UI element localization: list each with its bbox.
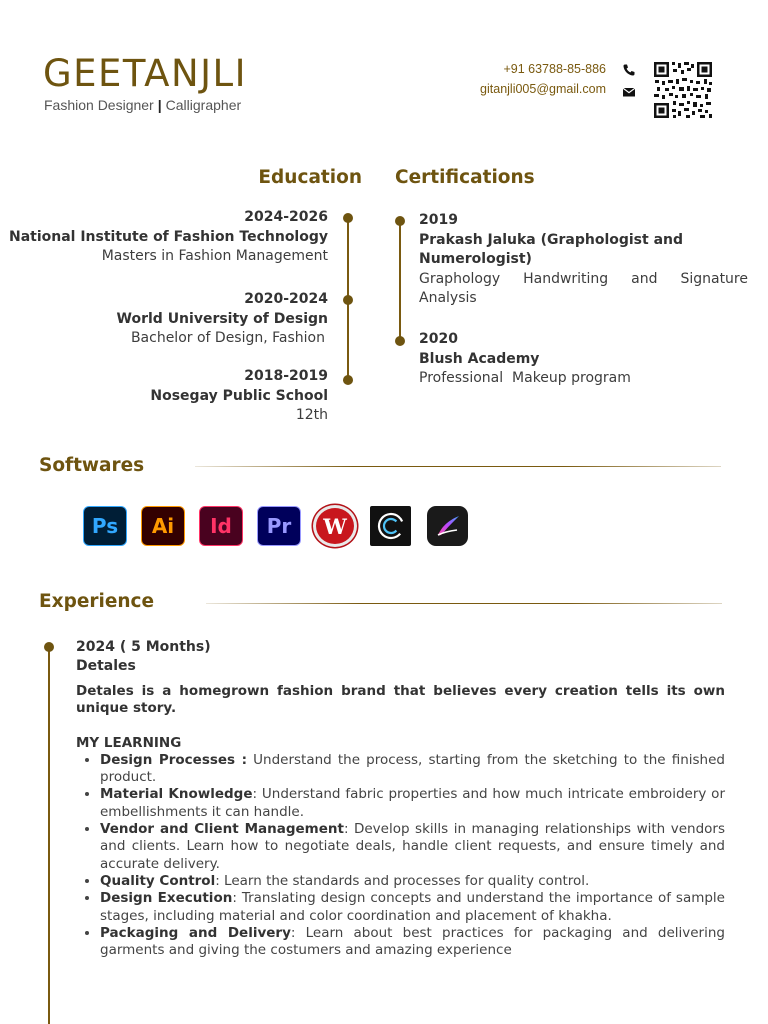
timeline-dot (395, 216, 405, 226)
envelope-icon (622, 85, 636, 99)
procreate-logo (433, 511, 463, 541)
candidate-name: GEETANJLI (43, 52, 248, 95)
learning-text: : Learn the standards and processes for quality control. (215, 872, 590, 889)
learning-text: : Develop skills in managing relationships with vendors and clients. Learn how to negotiate deals, handle client requests, and ensure timely and accurate delivery. (100, 821, 725, 872)
softwares-heading: Softwares (39, 455, 145, 476)
certification-year: 2020 (419, 331, 458, 347)
education-item (9, 208, 328, 267)
education-years: 2018-2019 (244, 368, 328, 384)
email-address[interactable]: gitanjli005@gmail.com (480, 82, 606, 96)
learning-title: Material Knowledge (100, 786, 253, 803)
learning-heading: MY LEARNING (76, 734, 182, 751)
clo3d-icon (370, 506, 411, 546)
learning-list (76, 752, 725, 960)
experience-heading: Experience (39, 591, 155, 612)
learning-text: : Learn about best practices for packaging and delivering garments and giving the costumers and amazing experience (100, 924, 725, 959)
timeline-dot (343, 213, 353, 223)
experience-summary: Detales is a homegrown fashion brand that believes every creation tells its own unique story. (76, 683, 725, 717)
candidate-roles (44, 97, 241, 113)
indesign-icon: Id (199, 506, 243, 546)
education-school: Nosegay Public School (150, 387, 328, 404)
learning-title: Vendor and Client Management (100, 821, 344, 838)
certifications-heading: Certifications (395, 167, 535, 188)
education-degree: Masters in Fashion Management (101, 248, 328, 264)
certifications-timeline (399, 220, 401, 341)
timeline-dot (44, 642, 54, 652)
education-years: 2024-2026 (244, 209, 328, 225)
experience-timeline (48, 646, 50, 1024)
education-heading: Education (258, 167, 362, 188)
learning-item (100, 786, 725, 821)
experience-company: Detales (76, 658, 136, 674)
learning-title: Quality Control (100, 872, 216, 889)
education-item (117, 290, 328, 349)
certification-item (419, 211, 748, 309)
certification-name: Blush Academy (419, 350, 540, 367)
education-school: National Institute of Fashion Technology (8, 228, 328, 245)
education-school: World University of Design (116, 310, 328, 327)
learning-text: Understand the process, starting from the sketching to the finished product. (100, 751, 725, 786)
photoshop-icon: Ps (83, 506, 127, 546)
education-degree: 12th (295, 407, 328, 423)
timeline-dot (343, 295, 353, 305)
certification-desc: Graphology Handwriting and Signature Analysis (419, 270, 748, 306)
clo3d-logo (376, 511, 406, 541)
role-calligrapher: Calligrapher (165, 97, 242, 113)
premiere-icon: Pr (257, 506, 301, 546)
phone-number[interactable]: +91 63788-85-886 (503, 62, 606, 76)
phone-icon (622, 63, 636, 77)
role-separator: | (157, 97, 162, 113)
learning-item (100, 925, 725, 960)
certification-desc: Professional Makeup program (419, 370, 631, 386)
learning-title: Design Processes : (100, 751, 248, 768)
learning-text: : Translating design concepts and understand the importance of sample stages, including material and color coordination and placement of khakha. (100, 890, 725, 924)
illustrator-icon: Ai (141, 506, 185, 546)
education-item (150, 367, 328, 426)
education-degree: Bachelor of Design, Fashion (130, 330, 325, 346)
certification-item (419, 330, 748, 389)
learning-item (100, 873, 725, 890)
certification-name: Prakash Jaluka (Graphologist and Numerologist) (419, 231, 684, 267)
education-years: 2020-2024 (244, 291, 328, 307)
softwares-divider (195, 466, 721, 467)
experience-divider (206, 603, 722, 604)
timeline-dot (395, 336, 405, 346)
learning-title: Packaging and Delivery (100, 924, 291, 941)
learning-title: Design Execution (100, 890, 233, 907)
learning-text: : Understand fabric properties and how much intricate embroidery or embellishments it can handle. (100, 786, 725, 820)
certification-year: 2019 (419, 212, 458, 228)
qr-code[interactable] (653, 61, 713, 119)
learning-item (100, 890, 725, 925)
experience-period: 2024 ( 5 Months) (76, 639, 211, 655)
timeline-dot (343, 375, 353, 385)
procreate-icon (427, 506, 468, 546)
role-fashion-designer: Fashion Designer (44, 97, 154, 113)
learning-item (100, 821, 725, 873)
wilcom-icon: W (313, 505, 357, 547)
learning-item (100, 752, 725, 787)
experience-item (76, 638, 725, 959)
